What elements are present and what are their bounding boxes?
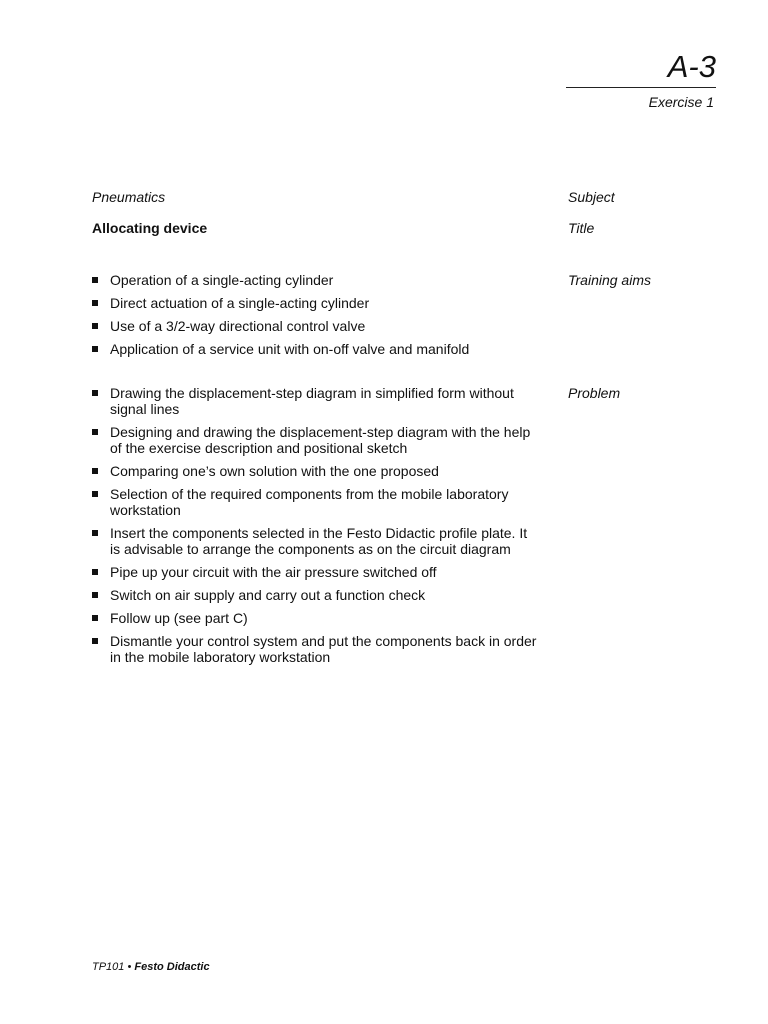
list-item-text: Operation of a single-acting cylinder <box>110 272 334 288</box>
bullet-icon <box>92 468 98 474</box>
bullet-icon <box>92 390 98 396</box>
footer <box>92 960 210 974</box>
list-item <box>92 385 552 417</box>
problem-label: Problem <box>568 385 621 401</box>
footer-separator: • <box>124 961 135 973</box>
bullet-icon <box>92 530 98 536</box>
list-item-text: Direct actuation of a single-acting cylinder <box>110 295 370 311</box>
list-item <box>92 610 552 626</box>
title-label: Title <box>568 220 595 236</box>
bullet-icon <box>92 592 98 598</box>
list-item-text: Designing and drawing the displacement-step diagram with the help <box>110 424 531 440</box>
problem-list <box>92 385 552 672</box>
list-item-text: Selection of the required components from the mobile laboratory <box>110 486 509 502</box>
bullet-icon <box>92 569 98 575</box>
bullet-icon <box>92 491 98 497</box>
bullet-icon <box>92 638 98 644</box>
bullet-icon <box>92 346 98 352</box>
bullet-icon <box>92 615 98 621</box>
list-item <box>92 318 552 334</box>
bullet-icon <box>92 277 98 283</box>
list-item-text: workstation <box>110 502 181 518</box>
list-item <box>92 463 552 479</box>
list-item <box>92 486 552 518</box>
list-item <box>92 633 552 665</box>
list-item-text: Pipe up your circuit with the air pressure switched off <box>110 564 437 580</box>
list-item <box>92 564 552 580</box>
bullet-icon <box>92 323 98 329</box>
list-item <box>92 341 552 357</box>
list-item-text: of the exercise description and positional sketch <box>110 440 408 456</box>
list-item <box>92 525 552 557</box>
training-aims-label: Training aims <box>568 272 651 288</box>
header-divider <box>566 87 716 88</box>
list-item-text: Comparing one’s own solution with the one proposed <box>110 463 439 479</box>
list-item-text: Drawing the displacement-step diagram in simplified form without <box>110 385 514 401</box>
footer-code: TP101 <box>92 961 125 973</box>
list-item-text: Insert the components selected in the Festo Didactic profile plate. It <box>110 525 528 541</box>
title-value: Allocating device <box>92 220 208 236</box>
list-item <box>92 424 552 456</box>
list-item-text: Follow up (see part C) <box>110 610 248 626</box>
bullet-icon <box>92 300 98 306</box>
list-item <box>92 295 552 311</box>
footer-brand: Festo Didactic <box>134 961 210 973</box>
list-item-text: is advisable to arrange the components as on the circuit diagram <box>110 541 511 557</box>
list-item-text: Application of a service unit with on-off valve and manifold <box>110 341 470 357</box>
exercise-label: Exercise 1 <box>648 94 714 110</box>
training-aims-list <box>92 272 552 364</box>
list-item-text: in the mobile laboratory workstation <box>110 649 331 665</box>
list-item <box>92 272 552 288</box>
list-item <box>92 587 552 603</box>
bullet-icon <box>92 429 98 435</box>
subject-value: Pneumatics <box>92 189 166 205</box>
list-item-text: Switch on air supply and carry out a function check <box>110 587 426 603</box>
subject-label: Subject <box>568 189 615 205</box>
list-item-text: signal lines <box>110 401 180 417</box>
page-number: A-3 <box>667 49 716 84</box>
list-item-text: Use of a 3/2-way directional control valve <box>110 318 366 334</box>
list-item-text: Dismantle your control system and put the components back in order <box>110 633 537 649</box>
